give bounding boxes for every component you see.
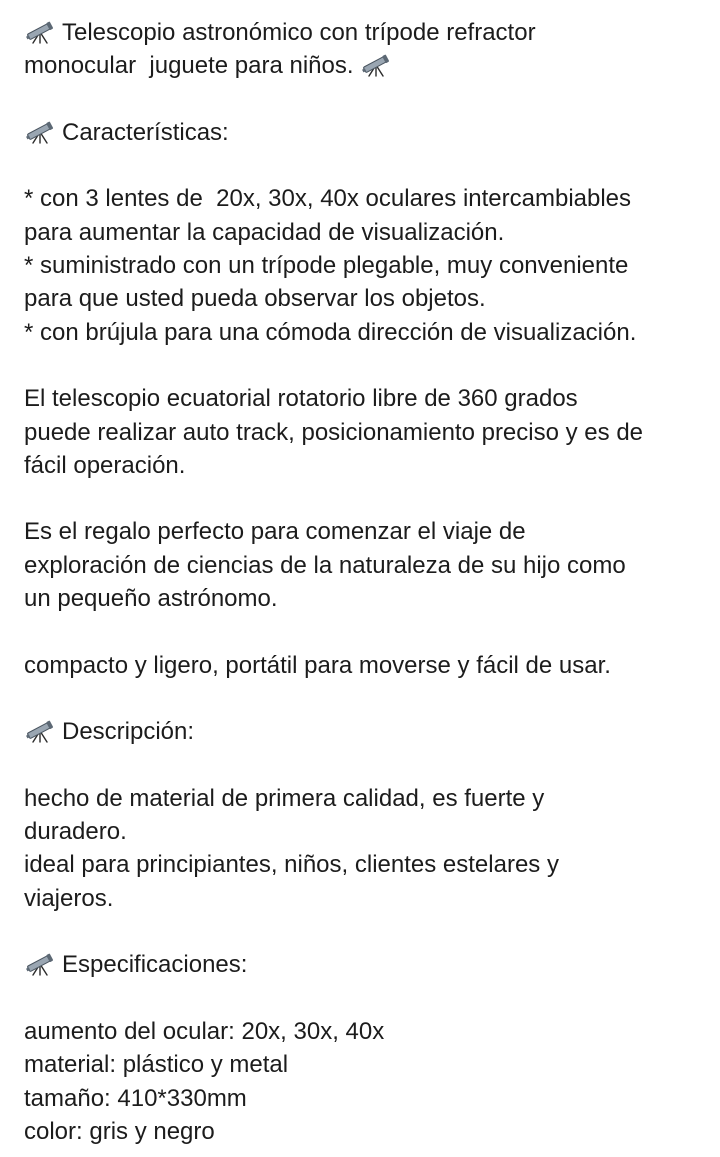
features-heading bbox=[24, 116, 704, 149]
telescope-icon bbox=[24, 952, 56, 976]
spacer bbox=[24, 349, 704, 382]
paragraph-line: un pequeño astrónomo. bbox=[24, 585, 278, 613]
spec-line: aumento del ocular: 20x, 30x, 40x bbox=[24, 1017, 385, 1045]
paragraph-line: fácil operación. bbox=[24, 451, 186, 479]
description-line: hecho de material de primera calidad, es fuerte y bbox=[24, 784, 545, 812]
paragraph-line: exploración de ciencias de la naturaleza de su hijo como bbox=[24, 551, 626, 579]
paragraph-line: El telescopio ecuatorial rotatorio libre de 360 grados bbox=[24, 385, 578, 413]
specs-heading bbox=[24, 948, 704, 981]
telescope-icon bbox=[24, 120, 56, 144]
post-title-part2: monocular juguete para niños. bbox=[24, 52, 354, 80]
post-title-part1: Telescopio astronómico con trípode refractor bbox=[62, 19, 536, 46]
feature-line: para que usted pueda observar los objetos. bbox=[24, 285, 486, 313]
feature-line: * con brújula para una cómoda dirección de visualización. bbox=[24, 318, 637, 346]
spec-line: material: plástico y metal bbox=[24, 1051, 289, 1079]
description-line: duradero. bbox=[24, 818, 127, 846]
spacer bbox=[24, 149, 704, 182]
feature-line: para aumentar la capacidad de visualización. bbox=[24, 218, 505, 246]
spacer bbox=[24, 915, 704, 948]
paragraph-line: Es el regalo perfecto para comenzar el viaje de bbox=[24, 518, 526, 546]
spacer bbox=[24, 482, 704, 515]
paragraph-line: puede realizar auto track, posicionamiento preciso y es de bbox=[24, 418, 644, 446]
feature-line: * suministrado con un trípode plegable, muy conveniente bbox=[24, 252, 629, 280]
description-line: ideal para principiantes, niños, clientes estelares y bbox=[24, 851, 559, 879]
spacer bbox=[24, 749, 704, 782]
title-line-1 bbox=[24, 16, 704, 49]
spacer bbox=[24, 682, 704, 715]
product-message bbox=[24, 16, 704, 1148]
description-heading bbox=[24, 715, 704, 748]
spacer bbox=[24, 83, 704, 116]
title-line-2 bbox=[24, 49, 704, 82]
description-heading-text: Descripción: bbox=[62, 718, 195, 746]
telescope-icon bbox=[360, 53, 392, 77]
description-line: viajeros. bbox=[24, 884, 114, 912]
features-heading-text: Características: bbox=[62, 118, 229, 146]
spec-line: color: gris y negro bbox=[24, 1117, 215, 1145]
spacer bbox=[24, 982, 704, 1015]
paragraph-line: compacto y ligero, portátil para moverse y fácil de usar. bbox=[24, 651, 611, 679]
telescope-icon bbox=[24, 20, 56, 44]
spec-line: tamaño: 410*330mm bbox=[24, 1084, 247, 1112]
feature-line: * con 3 lentes de 20x, 30x, 40x oculares intercambiables bbox=[24, 185, 632, 213]
telescope-icon bbox=[24, 719, 56, 743]
spacer bbox=[24, 615, 704, 648]
specs-heading-text: Especificaciones: bbox=[62, 951, 248, 979]
